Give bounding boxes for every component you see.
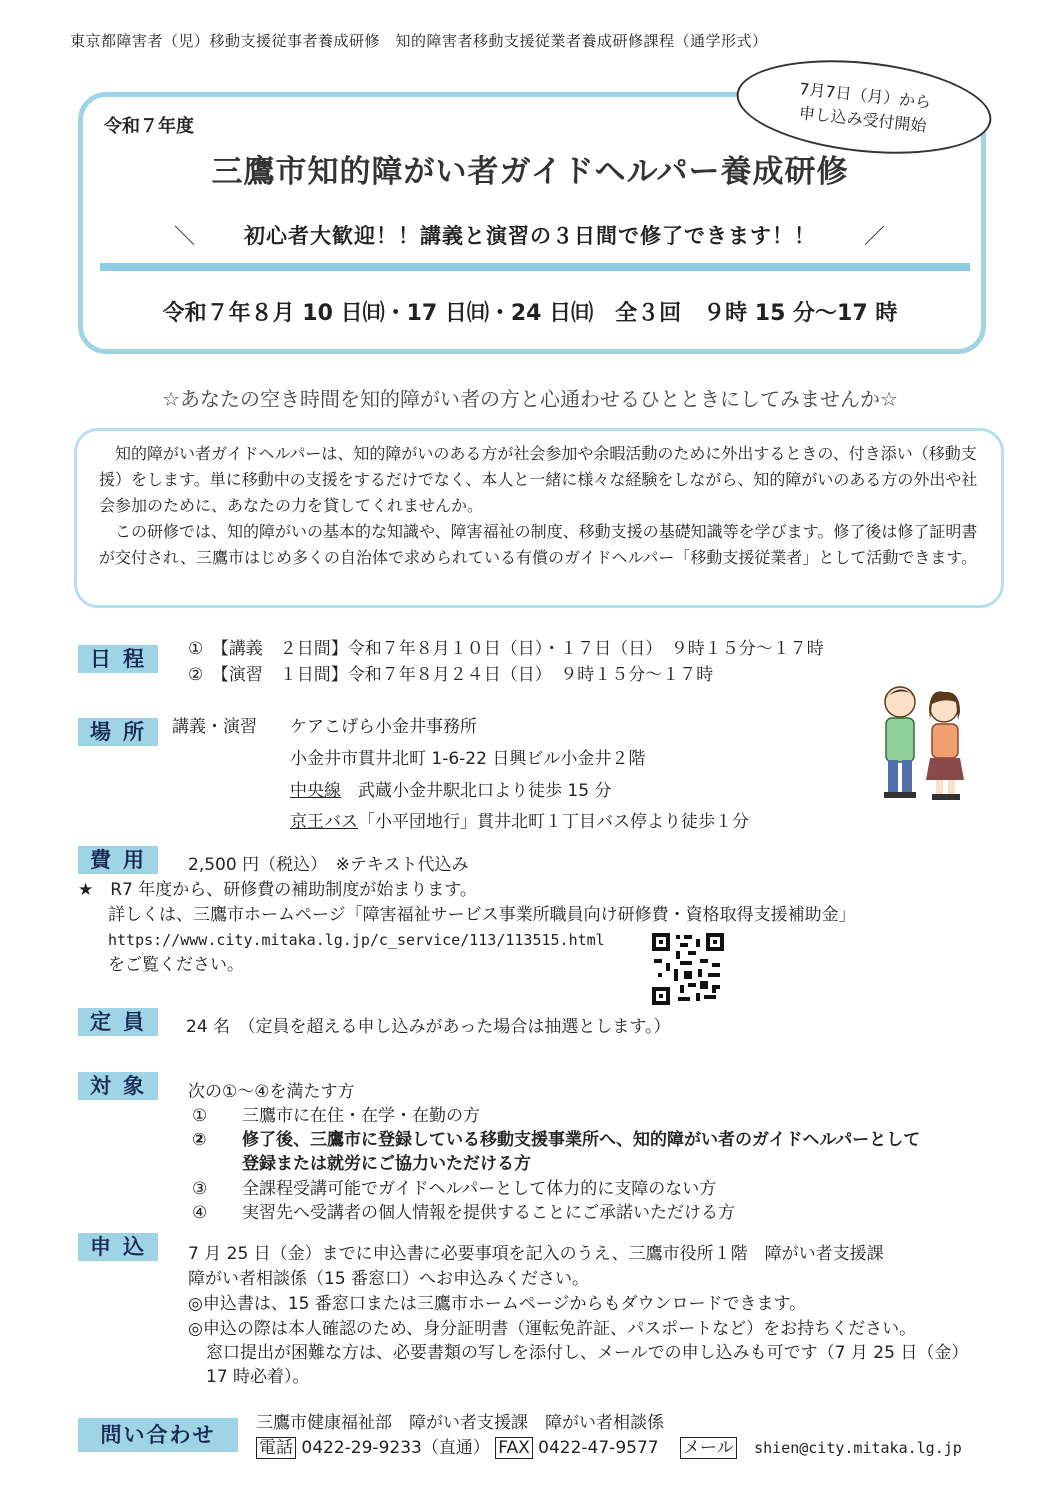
criterion-3: 全課程受講可能でガイドヘルパーとして体力的に支障のない方 (242, 1179, 717, 1199)
criterion-2-line-1: 修了後、三鷹市に登録している移動支援事業所へ、知的障がい者のガイドヘルパーとして (242, 1130, 921, 1150)
target-label: 対象 (78, 1072, 158, 1100)
contact-details (256, 1436, 962, 1460)
qr-code[interactable] (652, 933, 724, 1005)
fee-label: 費用 (78, 846, 158, 874)
rail-access (290, 779, 611, 803)
schedule-label: 日程 (78, 645, 158, 673)
criterion-3-number: ③ (192, 1179, 208, 1199)
place-address: 小金井市貫井北町 1-6-22 日興ビル小金井２階 (290, 749, 646, 769)
capacity-label: 定員 (78, 1008, 158, 1036)
header-line: 東京都障害者（児）移動支援従事者養成研修 知的障害者移動支援従業者養成研修課程（通学形式） (70, 32, 768, 50)
criterion-2-line-2: 登録または就労にご協力いただける方 (242, 1154, 531, 1174)
apply-label: 申込 (78, 1233, 158, 1261)
walking-people-illustration (872, 680, 972, 804)
bus-access-text: 「小平団地行」貫井北町１丁目バス停より徒歩１分 (358, 812, 749, 832)
qr-finder-top-right (706, 933, 724, 951)
course-dates: 令和７年８月 10 日㈰・17 日㈰・24 日㈰ 全３回 ９時 15 分～17 時 (162, 301, 898, 326)
apply-line-4: ◎申込の際は本人確認のため、身分証明書（運転免許証、パスポートなど）をお持ちください。 (188, 1319, 917, 1339)
fax-number: 0422-47-9577 (538, 1438, 659, 1458)
subtitle-right-mark: ／ (864, 224, 886, 248)
contact-department: 三鷹市健康福祉部 障がい者支援課 障がい者相談係 (256, 1413, 664, 1433)
intro-paragraph-1: 知的障がい者ガイドヘルパーは、知的障がいのある方が社会参加や余暇活動のために外出するときの、付き添い（移動支援）をします。単に移動中の支援をするだけでなく、本人と一緒に様々な経験をしながら、知的障がいのある方の外出や社会参加のために、あなたの力を貸してくれませんか。 (99, 444, 978, 515)
apply-line-6: 17 時必着）。 (206, 1367, 310, 1387)
bus-access (290, 810, 749, 834)
title-divider (100, 263, 970, 271)
criterion-1: 三鷹市に在住・在学・在勤の方 (242, 1106, 480, 1126)
subtitle-left-mark: ＼ (174, 224, 196, 248)
fee-note-1: ★ R7 年度から、研修費の補助制度が始まります。 (78, 880, 477, 900)
criterion-4: 実習先へ受講者の個人情報を提供することにご承諾いただける方 (242, 1203, 735, 1223)
apply-line-5: 窓口提出が困難な方は、必要書類の写しを添付し、メールでの申し込みも可です（7 月 25 日（金） (206, 1343, 969, 1363)
contact-label: 問い合わせ (78, 1418, 238, 1452)
place-kind: 講義・演習 (172, 717, 257, 737)
subtitle (0, 220, 1060, 250)
subsidy-link[interactable]: https://www.city.mitaka.lg.jp/c_service/113/113515.html (108, 931, 605, 949)
page-title: 三鷹市知的障がい者ガイドヘルパー養成研修 (211, 154, 849, 190)
place-label: 場所 (78, 718, 158, 746)
apply-line-1: 7 月 25 日（金）までに申込書に必要事項を記入のうえ、三鷹市役所１階 障がい者支援課 (188, 1244, 884, 1264)
target-lead: 次の①～④を満たす方 (188, 1082, 355, 1102)
fee-amount: 2,500 円（税込） ※テキスト代込み (188, 855, 469, 875)
person-left-figure (884, 687, 916, 798)
capacity-text: 24 名 （定員を超える申し込みがあった場合は抽選とします。） (186, 1017, 671, 1037)
rail-access-text: 武蔵小金井駅北口より徒歩 15 分 (341, 781, 612, 801)
criterion-4-number: ④ (192, 1203, 208, 1223)
rail-line: 中央線 (290, 781, 341, 801)
intro-box (74, 428, 1004, 608)
fee-note-3: をご覧ください。 (108, 955, 244, 975)
criterion-1-number: ① (192, 1106, 208, 1126)
qr-finder-top-left (652, 933, 670, 951)
subtitle-text: 初心者大歓迎！！講義と演習の３日間で修了できます！！ (244, 224, 816, 248)
place-name: ケアこげら小金井事務所 (290, 717, 477, 737)
criterion-2-number: ② (192, 1130, 207, 1150)
schedule-row-1: ① 【講義 ２日間】令和７年８月１０日（日）・１７日（日） ９時１５分～１７時 (188, 639, 824, 659)
badge-line-2: 申し込み受付開始 (798, 103, 928, 136)
person-right-figure (926, 691, 964, 800)
badge-line-1: 7月7日（月）から (798, 79, 933, 112)
phone-number[interactable]: 0422-29-9233（直通） (301, 1438, 490, 1458)
schedule-row-2: ② 【演習 １日間】令和７年８月２４日（日） ９時１５分～１７時 (188, 665, 714, 685)
apply-line-2: 障がい者相談係（15 番窓口）へお申込みください。 (188, 1269, 590, 1289)
email-label: メール (680, 1437, 737, 1459)
qr-finder-bottom-left (652, 987, 670, 1005)
phone-label: 電話 (256, 1437, 296, 1459)
fiscal-year: 令和７年度 (104, 116, 194, 137)
intro-paragraph-2: この研修では、知的障がいの基本的な知識や、障害福祉の制度、移動支援の基礎知識等を学びます。修了後は修了証明書が交付され、三鷹市はじめ多くの自治体で求められている有償のガイドヘルパー「移動支援従業者」として活動できます。 (99, 522, 978, 567)
tagline: ☆あなたの空き時間を知的障がい者の方と心通わせるひとときにしてみませんか☆ (162, 387, 898, 411)
fee-note-2: 詳しくは、三鷹市ホームページ「障害福祉サービス事業所職員向け研修費・資格取得支援補助金」 (108, 905, 856, 925)
bus-line: 京王バス (290, 812, 358, 832)
apply-line-3: ◎申込書は、15 番窓口または三鷹市ホームページからもダウンロードできます。 (188, 1294, 807, 1314)
fax-label: FAX (495, 1437, 533, 1459)
email-address[interactable]: shien@city.mitaka.lg.jp (754, 1439, 962, 1457)
